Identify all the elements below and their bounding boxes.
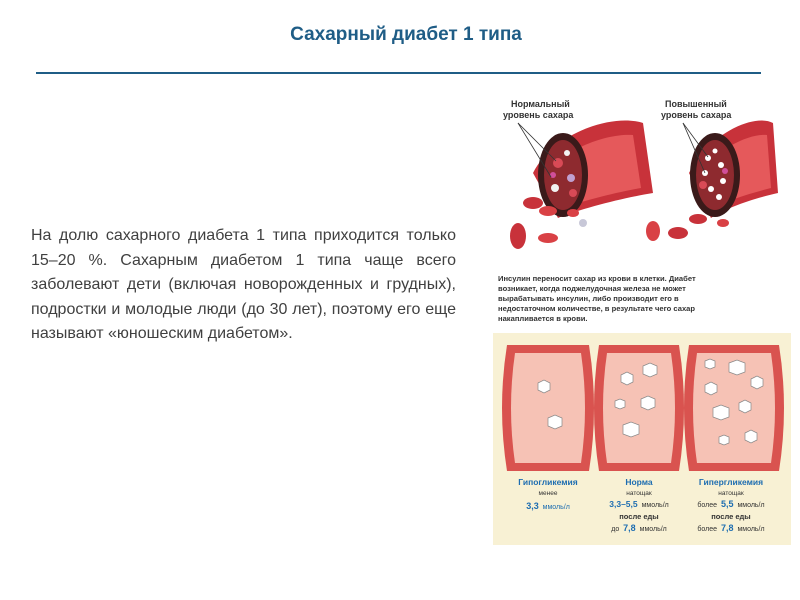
- hyper-after-label: после еды: [711, 512, 751, 521]
- caption-line: недостаточном количестве, в результате чего сахар: [498, 304, 696, 313]
- norm-range-unit: ммоль/л: [641, 502, 669, 509]
- hyper-title: Гипергликемия: [698, 477, 764, 487]
- hyper-unit2: ммоль/л: [737, 526, 765, 533]
- hyper-unit1: ммоль/л: [737, 502, 765, 509]
- norm-after-prefix: до: [611, 526, 620, 533]
- hyper-prefix1: более: [697, 502, 718, 509]
- label-high-line1: Повышенный: [665, 99, 727, 109]
- label-normal-line2: уровень сахара: [503, 110, 574, 120]
- norm-after-unit: ммоль/л: [639, 526, 667, 533]
- norm-title: Норма: [625, 477, 653, 487]
- hyper-qualifier: натощак: [718, 490, 744, 497]
- label-normal-line1: Нормальный: [511, 99, 570, 109]
- vessel-panel-hyper: [684, 345, 784, 471]
- caption-line: вырабатывать инсулин, либо производит его в: [498, 294, 679, 303]
- hypo-title: Гипогликемия: [518, 477, 578, 487]
- body-paragraph: На долю сахарного диабета 1 типа приходится только 15–20 %. Сахарным диабетом 1 типа чаще всего заболевают дети (включая новорожденных и грудных), подростки и молодые люди (до 30 лет), поэтому его еще называют «юношеским диабетом».: [31, 227, 456, 342]
- slide-title: Сахарный диабет 1 типа: [290, 24, 522, 45]
- norm-after-label: после еды: [619, 512, 659, 521]
- title-divider: [36, 72, 761, 74]
- hyper-number2: 7,8: [720, 523, 734, 533]
- norm-range-number: 3,3–5,5: [609, 499, 638, 509]
- vessel-panel-norm: [594, 345, 684, 471]
- caption-line: Инсулин переносит сахар из крови в клетки. Диабет: [498, 274, 696, 283]
- hyper-prefix2: более: [697, 526, 718, 533]
- vessel-panel-hypo: [502, 345, 594, 471]
- hypo-qualifier: менее: [538, 490, 558, 497]
- hypo-value-unit: ммоль/л: [542, 504, 570, 511]
- diabetes-illustration: [493, 93, 791, 545]
- norm-qualifier: натощак: [626, 490, 652, 497]
- label-high-line2: уровень сахара: [661, 110, 732, 120]
- hypo-value-number: 3,3: [526, 501, 539, 511]
- norm-after-number: 7,8: [623, 523, 636, 533]
- caption-line: накапливается в крови.: [498, 314, 588, 323]
- hyper-number1: 5,5: [720, 499, 734, 509]
- caption-line: возникает, когда поджелудочная железа не может: [498, 284, 686, 293]
